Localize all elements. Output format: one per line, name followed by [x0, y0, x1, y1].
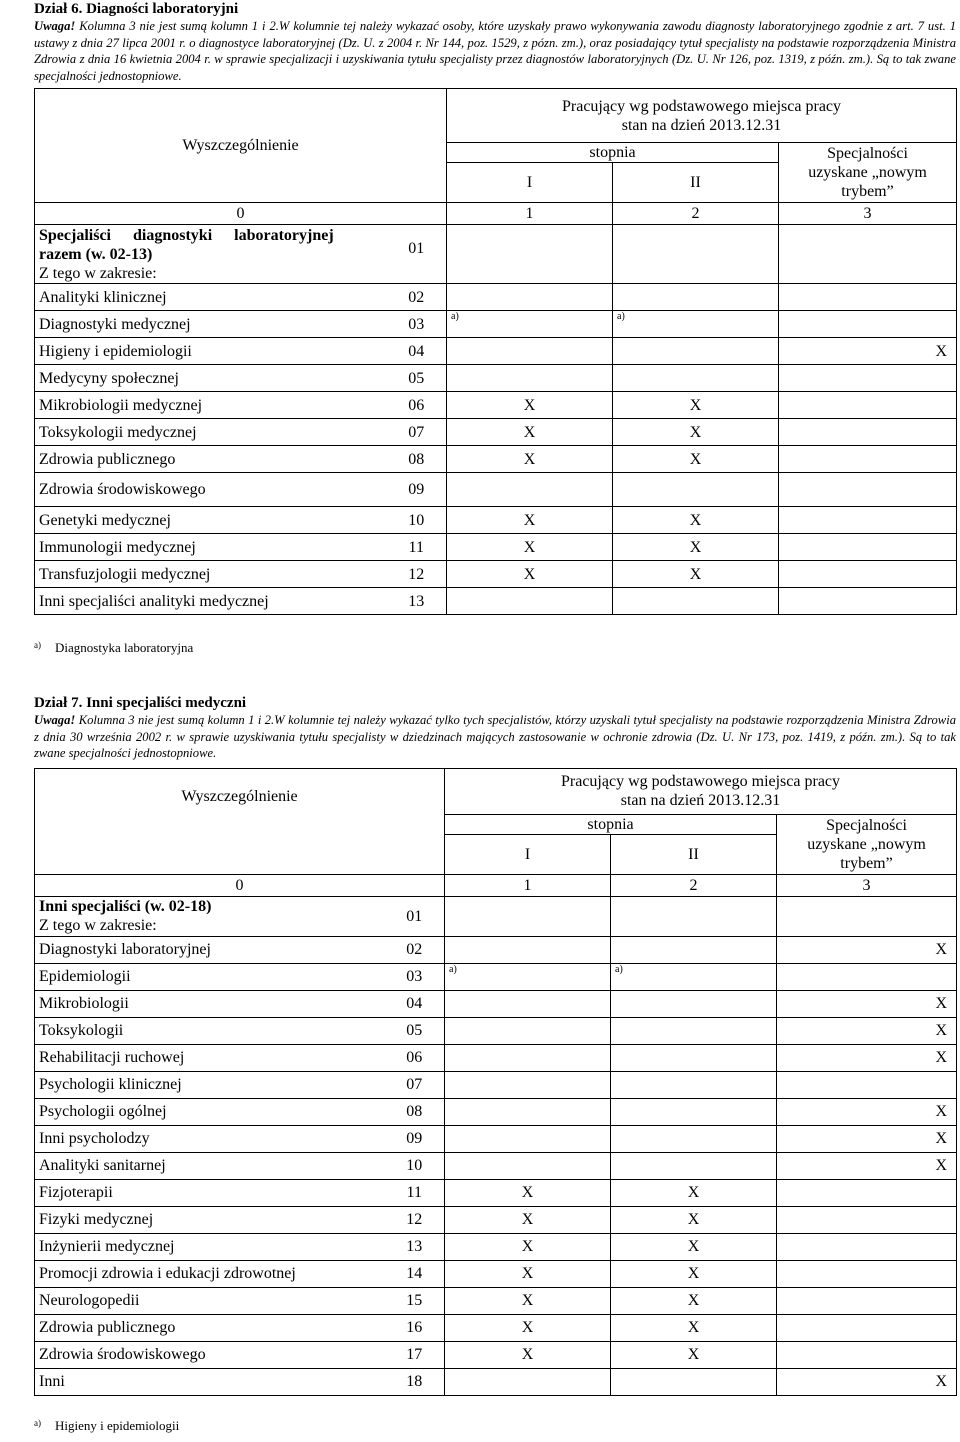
header-pracujacy [447, 89, 957, 143]
row-label: Zdrowia środowiskowego [35, 1341, 385, 1368]
cell-col-2 [611, 1017, 777, 1044]
table-row [35, 588, 957, 615]
cell-col-2: X [611, 1260, 777, 1287]
footnote-marker: a) [34, 1418, 41, 1428]
col-number-2: 2 [613, 203, 779, 225]
header-stopien-I: I [445, 834, 611, 874]
row-code: 14 [385, 1260, 445, 1287]
row-code: 09 [385, 1125, 445, 1152]
cell-col-1 [445, 1071, 611, 1098]
row-label: Mikrobiologii [35, 990, 385, 1017]
footnote-marker: a) [34, 640, 41, 650]
table-row [35, 1098, 957, 1125]
cell-col-3 [779, 561, 957, 588]
header-specjalnosci [777, 814, 957, 874]
cell-col-3 [777, 963, 957, 990]
row-label: Psychologii ogólnej [35, 1098, 385, 1125]
table-row [35, 392, 957, 419]
row-label-line2: razem (w. 02-13) [39, 246, 153, 264]
table-row [35, 1044, 957, 1071]
cell-col-3 [779, 473, 957, 507]
header-stopien-I: I [447, 163, 613, 203]
row-label: Mikrobiologii medycznej [35, 392, 387, 419]
row-label: Toksykologii [35, 1017, 385, 1044]
table-row [35, 338, 957, 365]
cell-col-2 [611, 1071, 777, 1098]
section-title: Dział 7. Inni specjaliści medyczni [34, 695, 247, 711]
row-code: 01 [385, 896, 445, 936]
cell-col-2: X [611, 1287, 777, 1314]
cell-col-1 [445, 990, 611, 1017]
row-label: Epidemiologii [35, 963, 385, 990]
cell-col-2: X [611, 1233, 777, 1260]
cell-col-2 [613, 284, 779, 311]
row-code: 13 [387, 588, 447, 615]
row-code: 10 [387, 507, 447, 534]
row-label: Toksykologii medycznej [35, 419, 387, 446]
row-code: 11 [387, 534, 447, 561]
cell-col-1: X [447, 534, 613, 561]
row-label: Inni [35, 1368, 385, 1395]
row-code: 06 [385, 1044, 445, 1071]
cell-col-1 [445, 1017, 611, 1044]
cell-col-2 [611, 1125, 777, 1152]
table-row [35, 311, 957, 338]
cell [611, 896, 777, 936]
cell-col-3 [779, 311, 957, 338]
col-number-3: 3 [777, 874, 957, 896]
cell-col-3 [779, 284, 957, 311]
cell-col-3: X [777, 1152, 957, 1179]
col-number-0: 0 [35, 203, 447, 225]
cell-col-2 [613, 338, 779, 365]
table-row [35, 1071, 957, 1098]
table-row [35, 1260, 957, 1287]
cell-col-2: X [613, 561, 779, 588]
header-trybem-text: trybem” [841, 183, 894, 201]
table-row [35, 225, 957, 284]
section-note [34, 18, 956, 84]
table-row [35, 896, 957, 936]
col-number-3: 3 [779, 203, 957, 225]
cell-col-3 [779, 392, 957, 419]
row-label: Psychologii klinicznej [35, 1071, 385, 1098]
cell-col-2 [611, 1098, 777, 1125]
table-row [35, 365, 957, 392]
table-row [35, 1341, 957, 1368]
cell-col-3: X [779, 338, 957, 365]
cell [777, 896, 957, 936]
cell-col-1: X [447, 507, 613, 534]
row-label: Zdrowia publicznego [35, 1314, 385, 1341]
cell-col-1 [445, 1368, 611, 1395]
cell-col-1: X [445, 1314, 611, 1341]
row-code: 07 [387, 419, 447, 446]
header-pracujacy-text: Pracujący wg podstawowego miejsca pracy [562, 97, 842, 115]
row-code: 07 [385, 1071, 445, 1098]
table-row [35, 1314, 957, 1341]
cell-col-3: X [777, 1098, 957, 1125]
cell-col-1 [445, 1098, 611, 1125]
row-code: 03 [387, 311, 447, 338]
row-code: 11 [385, 1179, 445, 1206]
row-label: Neurologopedii [35, 1287, 385, 1314]
cell-col-1 [445, 1152, 611, 1179]
header-stan-text: stan na dzień 2013.12.31 [621, 116, 782, 134]
cell-col-2: X [611, 1206, 777, 1233]
cell-col-1: X [447, 446, 613, 473]
cell-col-2 [611, 1368, 777, 1395]
row-label: Medycyny społecznej [35, 365, 387, 392]
cell-col-1: X [447, 419, 613, 446]
row-label-line1: Inni specjaliści (w. 02-18) [39, 898, 212, 916]
row-label: Inni psycholodzy [35, 1125, 385, 1152]
cell-col-1: X [445, 1206, 611, 1233]
cell-col-3: X [777, 936, 957, 963]
header-stopnia: stopnia [447, 143, 779, 163]
table-row [35, 936, 957, 963]
row-label: Inni specjaliści analityki medycznej [35, 588, 387, 615]
table-row [35, 1017, 957, 1044]
cell-col-1: X [445, 1287, 611, 1314]
row-label: Zdrowia środowiskowego [35, 473, 387, 507]
cell-col-2: X [611, 1179, 777, 1206]
table-row [35, 1287, 957, 1314]
cell-col-1 [447, 338, 613, 365]
cell-col-1: X [447, 392, 613, 419]
cell [445, 896, 611, 936]
row-code: 02 [387, 284, 447, 311]
row-code: 06 [387, 392, 447, 419]
table-row [35, 561, 957, 588]
cell-col-1 [447, 365, 613, 392]
cell-col-1: X [445, 1260, 611, 1287]
cell-col-3 [777, 1341, 957, 1368]
cell-col-1 [445, 1044, 611, 1071]
header-wyszczegolnienie: Wyszczególnienie [35, 89, 447, 203]
cell-col-3 [777, 1233, 957, 1260]
cell-col-3 [777, 1260, 957, 1287]
table-row [35, 1233, 957, 1260]
row-code: 15 [385, 1287, 445, 1314]
row-label: Analityki klinicznej [35, 284, 387, 311]
row-code: 04 [387, 338, 447, 365]
row-ztego: Z tego w zakresie: [39, 265, 157, 283]
header-stan-text: stan na dzień 2013.12.31 [620, 792, 781, 810]
header-uzysk-text: uzyskane „nowym [808, 164, 927, 182]
row-code: 04 [385, 990, 445, 1017]
table-row [35, 1125, 957, 1152]
row-label: Inżynierii medycznej [35, 1233, 385, 1260]
footnote [34, 640, 193, 656]
footnote-text: Diagnostyka laboratoryjna [55, 640, 194, 655]
row-label: Immunologii medycznej [35, 534, 387, 561]
cell-col-1: X [447, 561, 613, 588]
cell-col-2 [611, 1152, 777, 1179]
row-label: Transfuzjologii medycznej [35, 561, 387, 588]
cell-col-1 [447, 473, 613, 507]
cell-col-1: X [445, 1233, 611, 1260]
cell [779, 225, 957, 284]
footnote-text: Higieny i epidemiologii [55, 1418, 180, 1433]
cell-col-2: X [613, 534, 779, 561]
header-specjalnosci [779, 143, 957, 203]
cell-col-3: X [777, 990, 957, 1017]
note-text: Kolumna 3 nie jest sumą kolumn 1 i 2.W kolumnie tej należy wykazać osoby, które uzyskały prawo wykonywania zawodu diagnosty laboratoryjnego zgodnie z art. 7 ust. 1 ustawy z dnia 27 lipca 2001 r. o diagnostyce laboratoryjnej (Dz. U. z 2004 r. Nr 144, poz. 1529, z pózn. zm.), oraz posiadający tytuł specjalisty na podstawie rozporządzenia Ministra Zdrowia z dnia 16 kwietnia 2004 r. w sprawie specjalizacji i uzyskiwania tytułu specjalisty przez diagnostów laboratoryjnych (Dz. U. Nr 126, poz. 1319, z późn. zm.). Są to tak zwane specjalności jednostopniowe. [34, 19, 956, 83]
section-note [34, 712, 956, 762]
row-code: 10 [385, 1152, 445, 1179]
cell-col-3: X [777, 1017, 957, 1044]
row-code: 13 [385, 1233, 445, 1260]
cell-col-1: a) [447, 311, 613, 338]
table-row [35, 1179, 957, 1206]
header-pracujacy-text: Pracujący wg podstawowego miejsca pracy [561, 773, 841, 791]
col-number-1: 1 [447, 203, 613, 225]
cell-col-2: X [613, 392, 779, 419]
row-code: 12 [387, 561, 447, 588]
row-label: Fizyki medycznej [35, 1206, 385, 1233]
cell-col-3 [777, 1206, 957, 1233]
note-label: Uwaga! [34, 713, 76, 727]
row-label: Promocji zdrowia i edukacji zdrowotnej [35, 1260, 385, 1287]
header-wysz-text: Wyszczególnienie [181, 787, 298, 805]
cell-col-3 [777, 1314, 957, 1341]
cell-col-3 [779, 365, 957, 392]
section-dzial-7 [34, 694, 956, 1433]
row-label: Rehabilitacji ruchowej [35, 1044, 385, 1071]
cell-col-2: a) [611, 963, 777, 990]
row-code: 08 [387, 446, 447, 473]
table-dzial-7 [34, 768, 957, 1396]
col-number-2: 2 [611, 874, 777, 896]
cell-col-2 [611, 1044, 777, 1071]
cell [447, 225, 613, 284]
cell-col-3 [777, 1071, 957, 1098]
cell-col-2 [613, 473, 779, 507]
table-row [35, 963, 957, 990]
header-pracujacy [445, 768, 957, 814]
cell-col-3: X [777, 1368, 957, 1395]
row-code: 12 [385, 1206, 445, 1233]
cell-col-1 [447, 588, 613, 615]
cell-col-1: X [445, 1341, 611, 1368]
row-label: Diagnostyki medycznej [35, 311, 387, 338]
cell-col-1: a) [445, 963, 611, 990]
cell-col-2 [613, 365, 779, 392]
table-row [35, 446, 957, 473]
header-stopien-II: II [611, 834, 777, 874]
cell-col-2: a) [613, 311, 779, 338]
table-dzial-6 [34, 88, 957, 615]
cell-col-3 [779, 588, 957, 615]
cell-col-2 [613, 588, 779, 615]
header-spec-text: Specjalności [827, 145, 908, 163]
cell-col-1 [445, 936, 611, 963]
cell-col-2: X [613, 446, 779, 473]
row-code: 18 [385, 1368, 445, 1395]
row-label-line2: Z tego w zakresie: [39, 917, 157, 935]
note-text: Kolumna 3 nie jest sumą kolumn 1 i 2.W kolumnie tej należy wykazać tylko tych specjalistów, którzy uzyskali tytuł specjalisty na podstawie rozporządzenia Ministra Zdrowia z dnia 30 września 2002 r. w sprawie uzyskiwania tytułu specjalisty w dziedzinach mających zastosowanie w ochronie zdrowia (Dz. U. Nr 173, poz. 1419, z późn. zm.). Są to tak zwane specjalności jednostopniowe. [34, 713, 956, 761]
row-label-line1 [39, 226, 383, 245]
table-row [35, 1206, 957, 1233]
cell-col-2: X [611, 1341, 777, 1368]
table-row [35, 1368, 957, 1395]
cell-col-2: X [611, 1314, 777, 1341]
row-code: 09 [387, 473, 447, 507]
cell-col-3 [779, 534, 957, 561]
row-code: 01 [387, 225, 447, 284]
cell-col-2 [611, 936, 777, 963]
cell-col-3: X [777, 1044, 957, 1071]
row-label: Zdrowia publicznego [35, 446, 387, 473]
row-label: Genetyki medycznej [35, 507, 387, 534]
cell-col-1 [445, 1125, 611, 1152]
header-stopien-II: II [613, 163, 779, 203]
row-code: 03 [385, 963, 445, 990]
table-row [35, 419, 957, 446]
cell-col-3: X [777, 1125, 957, 1152]
cell-col-2 [611, 990, 777, 1017]
table-row [35, 534, 957, 561]
header-uzysk-text: uzyskane „nowym [807, 835, 926, 853]
cell-col-3 [779, 419, 957, 446]
section-title: Dział 6. Diagności laboratoryjni [34, 1, 239, 17]
table-row [35, 1152, 957, 1179]
row-label: Fizjoterapii [35, 1179, 385, 1206]
header-spec-text: Specjalności [826, 816, 907, 834]
note-label: Uwaga! [34, 19, 76, 33]
cell-col-3 [779, 507, 957, 534]
header-trybem-text: trybem” [840, 854, 893, 872]
col-number-1: 1 [445, 874, 611, 896]
row-label: Diagnostyki laboratoryjnej [35, 936, 385, 963]
table-row [35, 990, 957, 1017]
row-label-text: Specjaliści diagnostyki laboratoryjnej [39, 227, 334, 245]
cell-col-3 [777, 1287, 957, 1314]
table-row [35, 473, 957, 507]
row-label [35, 896, 385, 936]
header-stopnia: stopnia [445, 814, 777, 834]
footnote [34, 1418, 179, 1434]
row-label: Higieny i epidemiologii [35, 338, 387, 365]
cell [613, 225, 779, 284]
header-wyszczegolnienie [35, 768, 445, 874]
row-label: Analityki sanitarnej [35, 1152, 385, 1179]
row-code: 02 [385, 936, 445, 963]
cell-col-1: X [445, 1179, 611, 1206]
cell-col-2: X [613, 507, 779, 534]
table-row [35, 507, 957, 534]
col-number-0: 0 [35, 874, 445, 896]
section-dzial-6 [34, 0, 956, 655]
row-label [35, 225, 387, 284]
table-row [35, 284, 957, 311]
row-code: 05 [385, 1017, 445, 1044]
cell-col-3 [777, 1179, 957, 1206]
cell-col-3 [779, 446, 957, 473]
cell-col-1 [447, 284, 613, 311]
row-code: 17 [385, 1341, 445, 1368]
row-code: 08 [385, 1098, 445, 1125]
row-code: 16 [385, 1314, 445, 1341]
cell-col-2: X [613, 419, 779, 446]
row-code: 05 [387, 365, 447, 392]
